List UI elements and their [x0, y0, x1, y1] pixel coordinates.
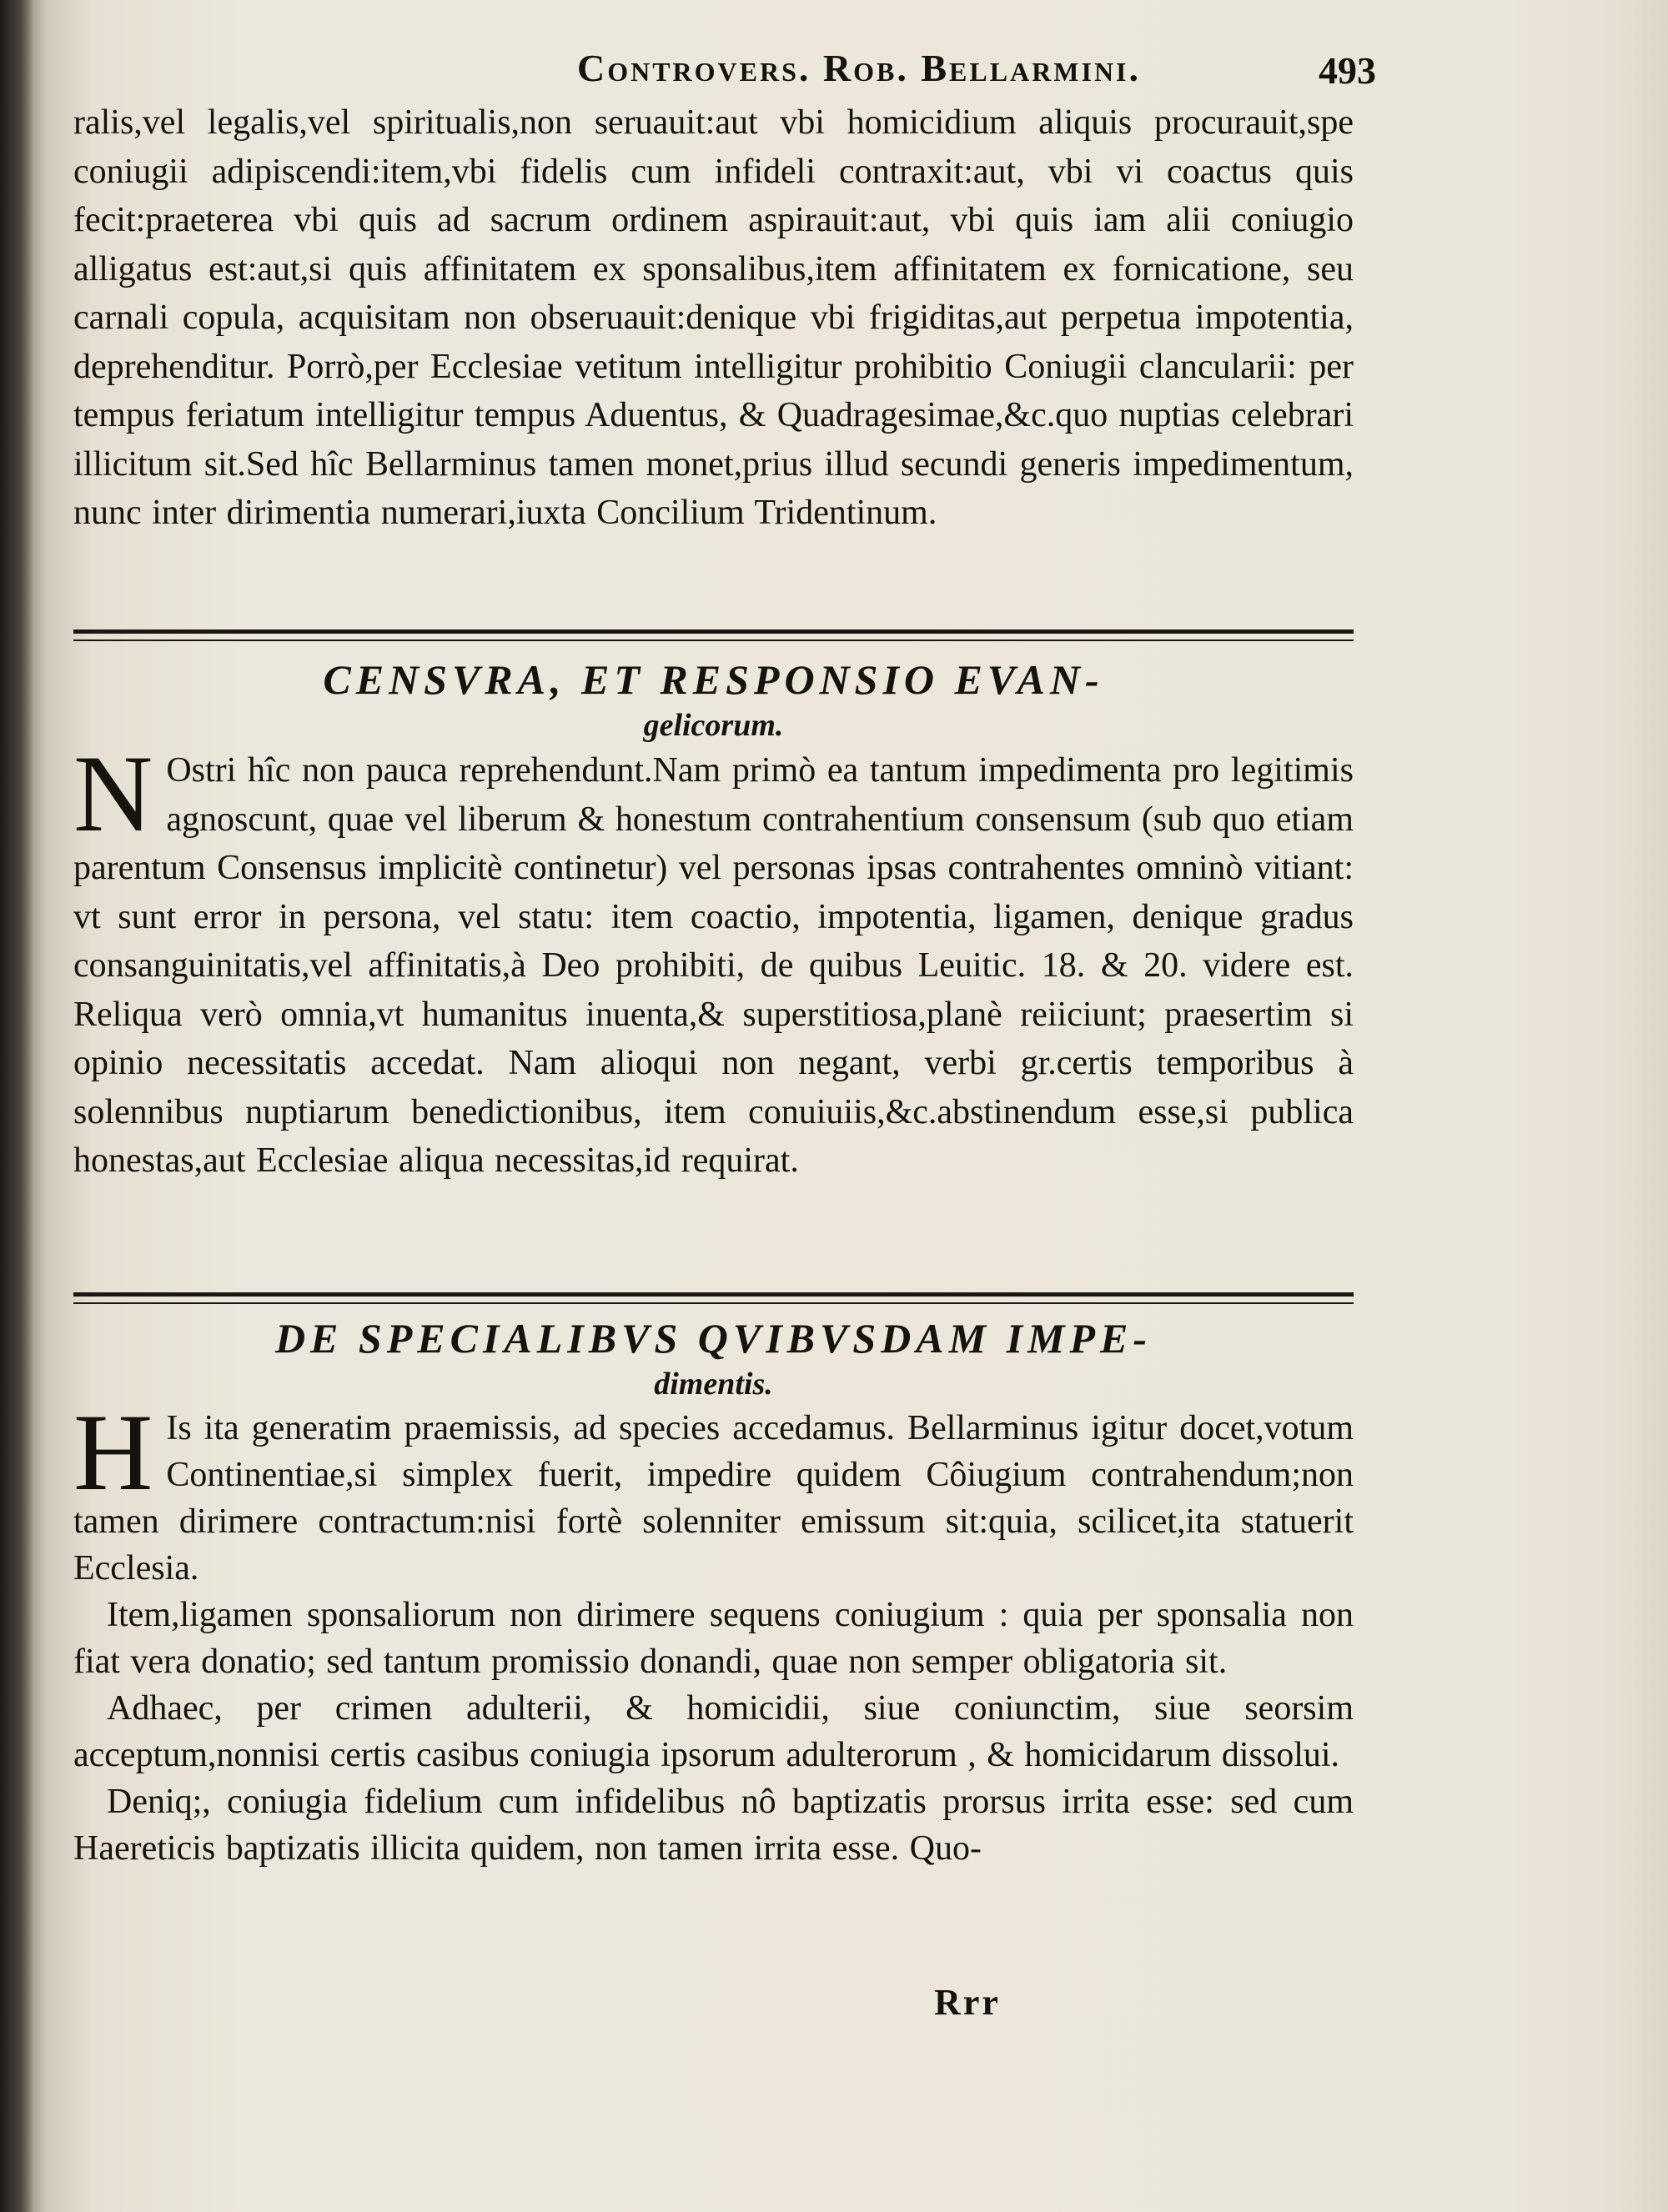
paragraph: Item,ligamen sponsaliorum non dirimere sequens coniugium : quia per sponsalia non fiat vera donatio; sed tantum promissio donandi, quae non semper obligatoria sit.	[73, 1596, 1354, 1681]
paragraph: Ostri hîc non pauca reprehendunt.Nam primò ea tantum impedimenta pro legitimis agnoscunt, quae vel liberum & honestum contrahentium consensum (sub quo etiam parentum Consensus implicitè continetur) vel personas ipsas contrahentes omninò vitiant: vt sunt error in persona, vel statu: item coactio, impotentia, ligamen, denique gradus consanguinitatis,vel affinitatis,à Deo prohibiti, de quibus Leuitic. 18. & 20. videre est. Reliqua verò omnia,vt humanitus inuenta,& superstitiosa,planè reiiciunt; praesertim si opinio necessitatis accedat. Nam alioqui non negant, verbi gr.certis temporibus à solennibus nuptiarum benedictionibus, item conuiuiis,&c.abstinendum esse,si publica honestas,aut Ecclesiae aliqua necessitas,id requirat.	[73, 751, 1354, 1180]
section-rule	[73, 1292, 1354, 1304]
page-number: 493	[1319, 49, 1376, 92]
section-heading-de-specialibus-continuation: dimentis.	[654, 1367, 773, 1402]
section-heading-de-specialibus: DE SPECIALIBVS QVIBVSDAM IMPE-	[274, 1315, 1153, 1362]
paragraph: Is ita generatim praemissis, ad species accedamus. Bellarminus igitur docet,votum Continentiae,si simplex fuerit, impedire quidem Côiugium contrahendum;non tamen dirimere contractum:nisi fortè solenniter emissum sit:quia, scilicet,ita statuerit Ecclesia.	[73, 1409, 1354, 1588]
text-block-de-specialibus	[73, 1391, 1354, 1872]
running-title: Controvers. Rob. Bellarmini.	[576, 47, 1142, 89]
book-spine-shadow	[0, 0, 33, 2212]
section-rule	[73, 629, 1354, 641]
section-heading-censura: CENSVRA, ET RESPONSIO EVAN-	[323, 656, 1104, 703]
paragraph: Adhaec, per crimen adulterii, & homicidii, siue coniunctim, siue seorsim acceptum,nonnisi certis casibus coniugia ipsorum adulterorum , & homicidarum dissolui.	[73, 1689, 1354, 1774]
text-block-continuation	[73, 98, 1354, 538]
drop-cap: H	[73, 1391, 153, 1513]
drop-cap: N	[73, 732, 153, 855]
text-block-censura	[73, 732, 1354, 1186]
paragraph: ralis,vel legalis,vel spiritualis,non seruauit:aut vbi homicidium aliquis procurauit,spe coniugii adipiscendi:item,vbi fidelis cum infideli contraxit:aut, vbi vi coactus quis fecit:praeterea vbi quis ad sacrum ordinem aspirauit:aut, vbi quis iam alii coniugio alligatus est:aut,si quis affinitatem ex sponsalibus,item affinitatem ex fornicatione, seu carnali copula, acquisitam non obseruauit:denique vbi frigiditas,aut perpetua impotentia, deprehenditur. Porrò,per Ecclesiae vetitum intelligitur prohibitio Coniugii clancularii: per tempus feriatum intelligitur tempus Aduentus, & Quadragesimae,&c.quo nuptias celebrari illicitum sit.Sed hîc Bellarminus tamen monet,prius illud secundi generis impedimentum, nunc inter dirimentia numerari,iuxta Concilium Tridentinum.	[73, 103, 1354, 532]
paragraph: Deniq;, coniugia fidelium cum infidelibus nô baptizatis prorsus irrita esse: sed cum Haereticis baptizatis illicita quidem, non tamen irrita esse. Quo-	[73, 1783, 1354, 1868]
signature-mark: Rrr	[934, 1982, 1001, 2023]
section-heading-censura-continuation: gelicorum.	[643, 708, 784, 743]
